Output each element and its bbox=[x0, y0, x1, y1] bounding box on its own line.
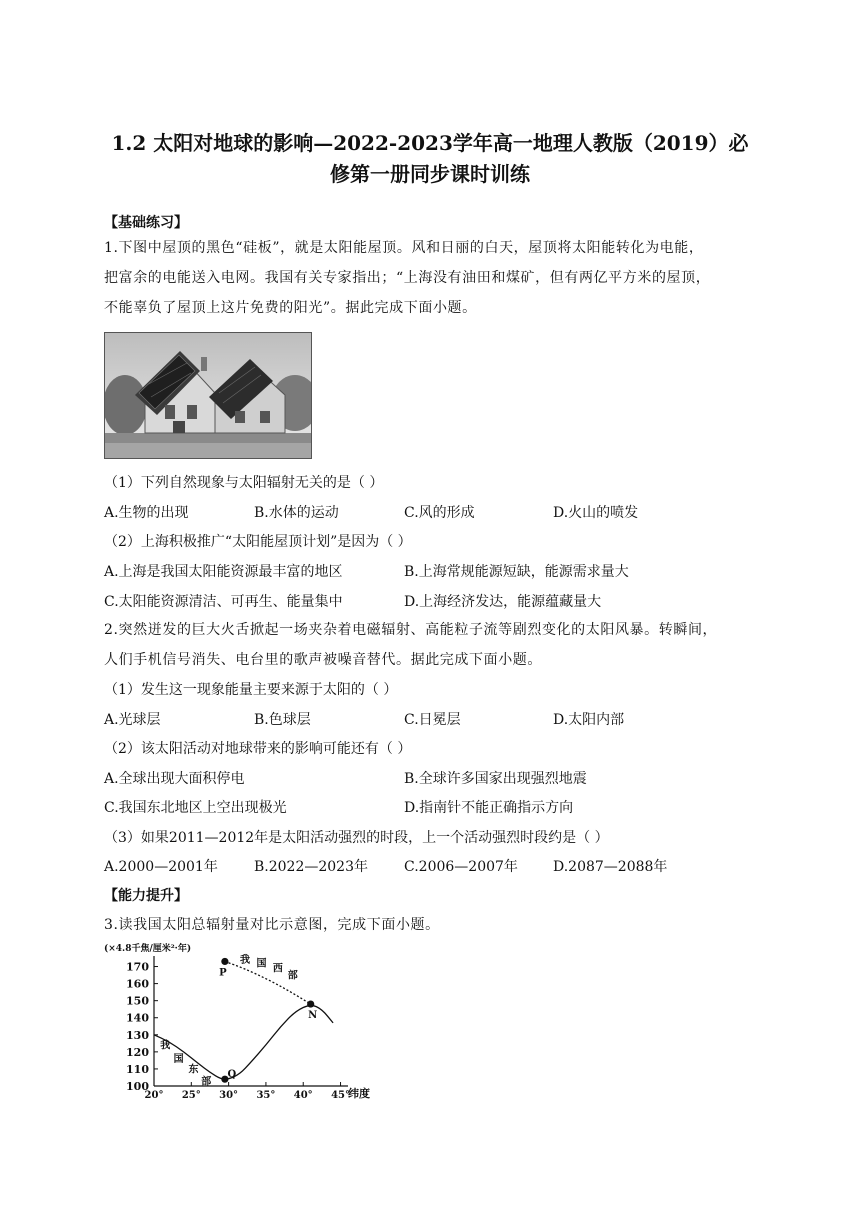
title-line-1: 1.2 太阳对地球的影响—2022-2023学年高一地理人教版（2019）必 bbox=[111, 131, 749, 155]
chart-y-tick-label: 150 bbox=[126, 994, 149, 1008]
q1-sub2-option-b[interactable]: B.上海常规能源短缺，能源需求量大 bbox=[404, 564, 629, 580]
chart-y-tick-label: 160 bbox=[126, 977, 149, 991]
q1-sub2-option-c[interactable]: C.太阳能资源清洁、可再生、能量集中 bbox=[104, 594, 343, 610]
q2-sub2-question: （2）该太阳活动对地球带来的影响可能还有（ ） bbox=[104, 741, 412, 757]
chart-x-tick-label: 35° bbox=[256, 1090, 276, 1101]
q3-stem: 3.读我国太阳总辐射量对比示意图，完成下面小题。 bbox=[104, 917, 440, 933]
q2-stem-line: 人们手机信号消失、电台里的歌声被噪音替代。据此完成下面小题。 bbox=[104, 652, 542, 668]
chart-series-east-label-char: 部 bbox=[201, 1076, 212, 1088]
chart-series-west-label-char: 部 bbox=[287, 970, 298, 982]
q1-sub1-option-b[interactable]: B.水体的运动 bbox=[254, 505, 339, 521]
section-basic-heading: 【基础练习】 bbox=[104, 215, 188, 231]
q1-stem-line: 把富余的电能送入电网。我国有关专家指出；“上海没有油田和煤矿，但有两亿平方米的屋顶， bbox=[104, 270, 711, 286]
solar-radiation-chart bbox=[102, 940, 372, 1102]
q1-stem-line: 1.下图中屋顶的黑色“硅板”，就是太阳能屋顶。风和日丽的白天，屋顶将太阳能转化为电能， bbox=[104, 240, 704, 256]
q2-sub3-question: （3）如果2011—2012年是太阳活动强烈的时段，上一个活动强烈时段约是（ ） bbox=[104, 830, 609, 846]
chart-series-west-label-char: 我 bbox=[240, 955, 251, 967]
chart-series-east-label-char: 国 bbox=[173, 1054, 184, 1066]
chart-y-tick-label: 110 bbox=[126, 1062, 149, 1076]
solar-roof-house-image bbox=[105, 333, 311, 458]
q2-sub2-option-b[interactable]: B.全球许多国家出现强烈地震 bbox=[404, 771, 587, 787]
chart-y-ticks bbox=[126, 961, 158, 1093]
chart-axes bbox=[154, 956, 348, 1086]
chart-series-west-line bbox=[225, 961, 311, 1004]
chart-point-n bbox=[307, 1000, 314, 1007]
q1-sub1-option-d[interactable]: D.火山的喷发 bbox=[553, 505, 639, 521]
q1-sub2-question: （2）上海积极推广“太阳能屋顶计划”是因为（ ） bbox=[104, 534, 412, 550]
chart-point-label: N bbox=[308, 1010, 318, 1022]
q2-sub2-option-c[interactable]: C.我国东北地区上空出现极光 bbox=[104, 800, 287, 816]
chart-series-west-label-char: 国 bbox=[256, 958, 267, 970]
solar-roof-photo bbox=[104, 332, 312, 459]
q2-sub3-option-a[interactable]: A.2000—2001年 bbox=[104, 859, 218, 875]
q2-sub1-option-d[interactable]: D.太阳内部 bbox=[553, 712, 625, 728]
chart-y-tick-label: 100 bbox=[126, 1080, 149, 1093]
q2-sub3-option-b[interactable]: B.2022—2023年 bbox=[254, 859, 368, 875]
page-title bbox=[60, 128, 800, 190]
chart-y-tick-label: 140 bbox=[126, 1011, 149, 1025]
chart-series-east-label-char: 东 bbox=[188, 1064, 199, 1076]
q2-sub2-option-a[interactable]: A.全球出现大面积停电 bbox=[104, 771, 245, 787]
q1-sub1-option-a[interactable]: A.生物的出现 bbox=[104, 505, 189, 521]
q2-sub3-option-c[interactable]: C.2006—2007年 bbox=[404, 859, 518, 875]
chart-point-p bbox=[221, 958, 228, 965]
q1-sub1-option-c[interactable]: C.风的形成 bbox=[404, 505, 475, 521]
q2-sub1-option-b[interactable]: B.色球层 bbox=[254, 712, 311, 728]
q1-sub2-option-a[interactable]: A.上海是我国太阳能资源最丰富的地区 bbox=[104, 564, 343, 580]
q2-stem bbox=[104, 615, 754, 675]
chart-points bbox=[219, 958, 317, 1083]
chart-x-tick-label: 30° bbox=[219, 1090, 239, 1101]
chart-x-tick-label: 45° bbox=[331, 1090, 350, 1101]
chart-y-axis-label: (×4.8千焦/厘米²·年) bbox=[104, 944, 192, 954]
q1-sub2-option-d[interactable]: D.上海经济发达，能源蕴藏量大 bbox=[404, 594, 602, 610]
q2-sub2-option-d[interactable]: D.指南针不能正确指示方向 bbox=[404, 800, 574, 816]
chart-x-tick-label: 40° bbox=[293, 1090, 313, 1101]
q2-sub1-question: （1）发生这一现象能量主要来源于太阳的（ ） bbox=[104, 682, 398, 698]
chart-series-east-label-char: 我 bbox=[160, 1040, 171, 1052]
q2-sub1-option-c[interactable]: C.日冕层 bbox=[404, 712, 461, 728]
chart-x-tick-label: 25° bbox=[181, 1090, 201, 1101]
q1-stem-line: 不能辜负了屋顶上这片免费的阳光”。据此完成下面小题。 bbox=[104, 300, 477, 316]
chart-x-ticks bbox=[145, 1082, 350, 1101]
q2-sub3-option-d[interactable]: D.2087—2088年 bbox=[553, 859, 668, 875]
chart-series-east-line bbox=[154, 1006, 333, 1080]
chart-point-label: P bbox=[219, 967, 227, 979]
q1-sub1-question: （1）下列自然现象与太阳辐射无关的是（ ） bbox=[104, 475, 384, 491]
chart-y-tick-label: 170 bbox=[126, 960, 149, 974]
chart-y-tick-label: 130 bbox=[126, 1028, 149, 1042]
chart-x-axis-label: 纬度 bbox=[348, 1087, 370, 1100]
chart-point-label: Q bbox=[227, 1069, 237, 1081]
title-line-2: 修第一册同步课时训练 bbox=[330, 162, 530, 186]
chart-x-tick-label: 20° bbox=[144, 1090, 164, 1101]
q2-stem-line: 2.突然迸发的巨大火舌掀起一场夹杂着电磁辐射、高能粒子流等剧烈变化的太阳风暴。转瞬间， bbox=[104, 622, 718, 638]
q1-stem bbox=[104, 233, 754, 323]
chart-series-labels bbox=[160, 953, 298, 1087]
chart-y-tick-label: 120 bbox=[126, 1045, 149, 1059]
q2-sub1-option-a[interactable]: A.光球层 bbox=[104, 712, 161, 728]
section-advanced-heading: 【能力提升】 bbox=[104, 888, 188, 904]
chart-series-west-label-char: 西 bbox=[272, 963, 283, 975]
